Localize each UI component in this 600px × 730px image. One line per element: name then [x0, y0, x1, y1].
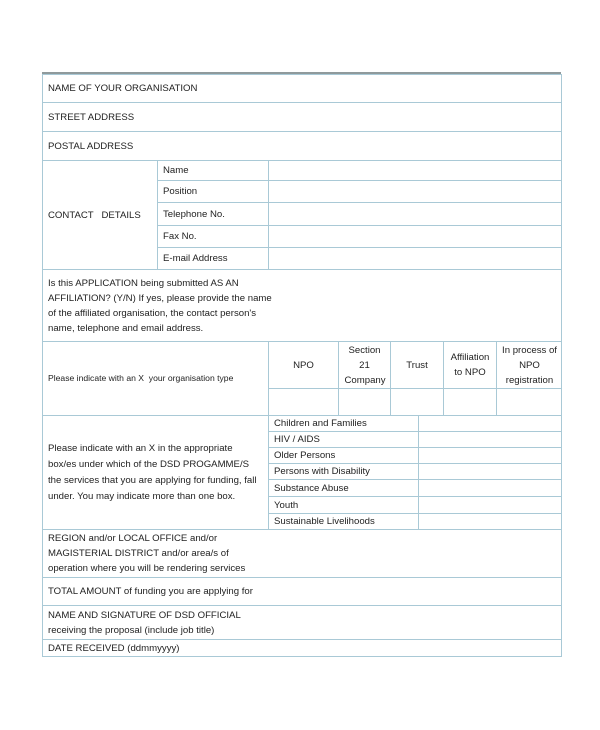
org-type-section21-checkbox[interactable]: [339, 389, 391, 416]
contact-position-input[interactable]: [269, 181, 562, 203]
programme-disability-label: Persons with Disability: [269, 464, 419, 480]
street-address-label: STREET ADDRESS: [48, 111, 135, 123]
contact-name-input[interactable]: [269, 161, 562, 181]
programme-youth-checkbox[interactable]: [419, 497, 562, 514]
total-amount-field[interactable]: [43, 578, 562, 606]
org-type-section21-label: Section 21 Company: [339, 342, 391, 389]
contact-fax-label: Fax No.: [158, 226, 269, 248]
region-label: REGION and/or LOCAL OFFICE and/or MAGISTERIAL DISTRICT and/or area/s of operation where you will be rendering services: [48, 533, 246, 574]
org-type-affiliation-label: Affiliation to NPO: [444, 342, 497, 389]
programme-hiv-checkbox[interactable]: [419, 432, 562, 448]
dsd-official-field[interactable]: [43, 606, 562, 640]
programme-older-persons-label: Older Persons: [269, 448, 419, 464]
row-street-address: [43, 103, 562, 132]
row-dsd-official: [43, 606, 562, 640]
programme-older-persons-checkbox[interactable]: [419, 448, 562, 464]
affiliation-question: Is this APPLICATION being submitted AS AN AFFILIATION? (Y/N) If yes, please provide the name of the affiliated organisation, the contact person's name, telephone and email address.: [48, 277, 272, 334]
contact-email-label: E-mail Address: [158, 248, 269, 270]
org-type-affiliation-checkbox[interactable]: [444, 389, 497, 416]
programme-livelihoods-label: Sustainable Livelihoods: [269, 514, 419, 530]
dsd-official-label: NAME AND SIGNATURE OF DSD OFFICIAL receiving the proposal (include job title): [48, 609, 241, 636]
row-region: [43, 530, 562, 578]
org-type-prompt: Please indicate with an X your organisation type: [43, 342, 269, 416]
org-type-npo-label: NPO: [269, 342, 339, 389]
affiliation-field[interactable]: [43, 270, 562, 342]
contact-position-label: Position: [158, 181, 269, 203]
programme-hiv-label: HIV / AIDS: [269, 432, 419, 448]
org-type-npo-checkbox[interactable]: [269, 389, 339, 416]
row-organisation-name: [43, 75, 562, 103]
date-received-field[interactable]: [43, 640, 562, 657]
org-type-trust-label: Trust: [391, 342, 444, 389]
org-type-header-row: [43, 342, 562, 389]
organisation-name-field[interactable]: [43, 75, 562, 103]
total-amount-label: TOTAL AMOUNT of funding you are applying for: [48, 586, 253, 597]
programme-row-children: [43, 416, 562, 432]
programmes-prompt-cell: [43, 416, 269, 530]
contact-email-input[interactable]: [269, 248, 562, 270]
contact-details-label: CONTACT DETAILS: [43, 161, 158, 270]
contact-row-name: [43, 161, 562, 181]
contact-name-label: Name: [158, 161, 269, 181]
programme-youth-label: Youth: [269, 497, 419, 514]
contact-fax-input[interactable]: [269, 226, 562, 248]
org-type-in-process-label: In process of NPO registration: [497, 342, 562, 389]
contact-telephone-input[interactable]: [269, 203, 562, 226]
programme-children-checkbox[interactable]: [419, 416, 562, 432]
street-address-field[interactable]: [43, 103, 562, 132]
programme-substance-abuse-label: Substance Abuse: [269, 480, 419, 497]
region-field[interactable]: [43, 530, 562, 578]
row-total-amount: [43, 578, 562, 606]
row-affiliation: [43, 270, 562, 342]
programme-substance-abuse-checkbox[interactable]: [419, 480, 562, 497]
org-type-in-process-checkbox[interactable]: [497, 389, 562, 416]
date-received-label: DATE RECEIVED (ddmmyyyy): [48, 642, 180, 654]
org-type-trust-checkbox[interactable]: [391, 389, 444, 416]
programme-disability-checkbox[interactable]: [419, 464, 562, 480]
programme-children-label: Children and Families: [269, 416, 419, 432]
row-postal-address: [43, 132, 562, 161]
programmes-prompt: Please indicate with an X in the appropriate box/es under which of the DSD PROGAMME/S the services that you are applying for funding, fall under. You may indicate more than one box.: [48, 442, 257, 502]
postal-address-label: POSTAL ADDRESS: [48, 140, 134, 152]
postal-address-field[interactable]: [43, 132, 562, 161]
application-form-table: [42, 74, 562, 657]
programme-livelihoods-checkbox[interactable]: [419, 514, 562, 530]
contact-telephone-label: Telephone No.: [158, 203, 269, 226]
row-date-received: [43, 640, 562, 657]
organisation-name-label: NAME OF YOUR ORGANISATION: [48, 83, 198, 94]
